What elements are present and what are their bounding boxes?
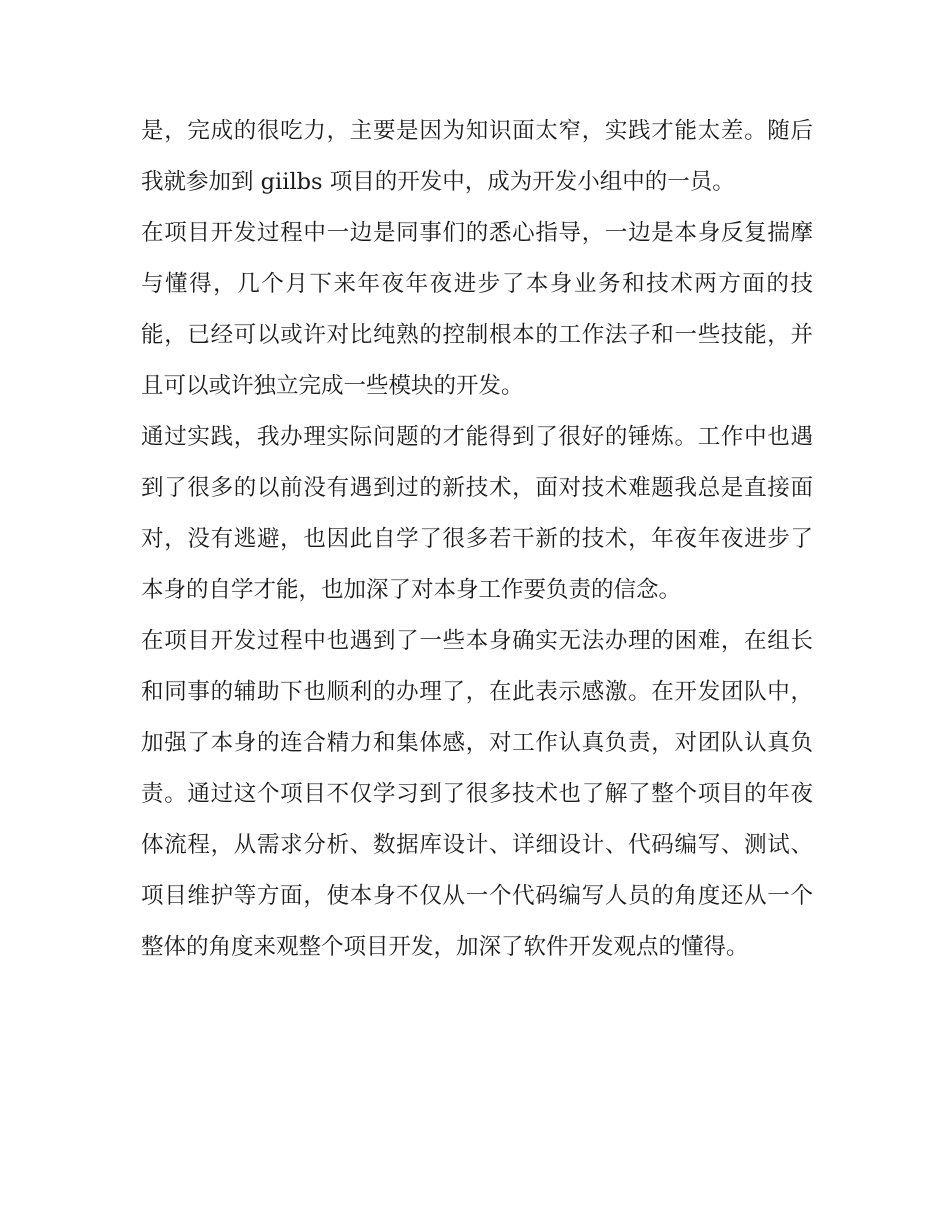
document-body bbox=[141, 106, 813, 973]
paragraph-4: 在项目开发过程中也遇到了一些本身确实无法办理的困难，在组长和同事的辅助下也顺利的办理了，在此表示感激。在开发团队中，加强了本身的连合精力和集体感，对工作认真负责，对团队认真负责。通过这个项目不仅学习到了很多技术也了解了整个项目的年夜体流程，从需求分析、数据库设计、详细设计、代码编写、测试、项目维护等方面，使本身不仅从一个代码编写人员的角度还从一个整体的角度来观整个项目开发，加深了软件开发观点的懂得。 bbox=[141, 628, 813, 960]
paragraph-3: 通过实践，我办理实际问题的才能得到了很好的锤炼。工作中也遇到了很多的以前没有遇到过的新技术，面对技术难题我总是直接面对，没有逃避，也因此自学了很多若干新的技术，年夜年夜进步了本身的自学才能，也加深了对本身工作要负责的信念。 bbox=[141, 424, 813, 603]
paragraph-1: 是，完成的很吃力，主要是因为知识面太窄，实践才能太差。随后我就参加到 giilbs 项目的开发中，成为开发小组中的一员。 bbox=[141, 118, 813, 195]
paragraph-2: 在项目开发过程中一边是同事们的悉心指导，一边是本身反复揣摩与懂得，几个月下来年夜年夜进步了本身业务和技术两方面的技能，已经可以或许对比纯熟的控制根本的工作法子和一些技能，并且可以或许独立完成一些模块的开发。 bbox=[141, 220, 813, 399]
